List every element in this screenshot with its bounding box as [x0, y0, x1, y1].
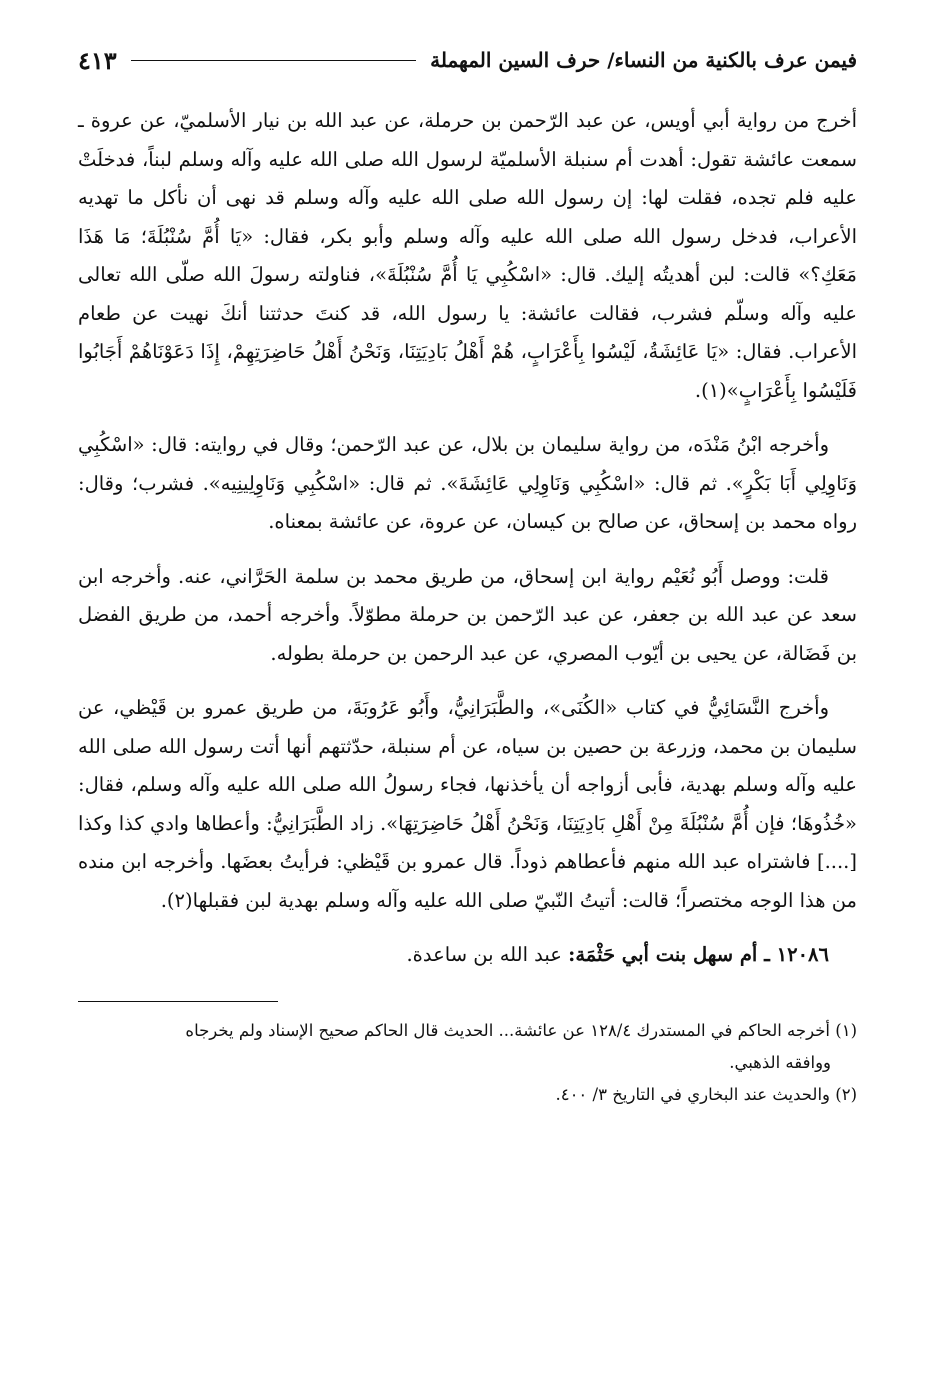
footnote-2: (٢) والحديث عند البخاري في التاريخ ٣/ ٤٠٠. — [555, 1084, 857, 1104]
paragraph-2: وأخرجه ابْنُ مَنْدَه، من رواية سليمان بن بلال، عن عبد الرّحمن؛ وقال في روايته: قال: «اسْكُبِي وَنَاوِلِي أَبَا بَكْرٍ». ثم قال: «اسْكُبِي وَنَاوِلِي عَائِشَةَ». ثم قال: «اسْكُبِي وَنَاوِلِينِيه». فشرب؛ وقال: رواه محمد بن إسحاق، عن صالح بن كيسان، عن عروة، عن عائشة بمعناه. — [78, 433, 857, 533]
main-text — [78, 102, 857, 975]
footnote-1: (١) أخرجه الحاكم في المستدرك ١٢٨/٤ عن عائشة... الحديث قال الحاكم صحيح الإسناد ولم يخرجاه — [185, 1020, 857, 1040]
page-number: ٤١٣ — [78, 45, 117, 75]
biography-entry — [78, 936, 857, 975]
footnotes — [78, 1016, 857, 1110]
footnote-separator — [78, 1001, 278, 1002]
entry-heading: ١٢٠٨٦ ـ أم سهل بنت أبي حَثْمَة: — [568, 943, 829, 966]
paragraph-4: وأخرج النَّسَائِيُّ في كتاب «الكُنَى»، والطَّبَرَانِيُّ، وأَبُو عَرُوبَةَ، من طريق عمرو بن قَيْظي، عن سليمان بن محمد، وزرعة بن حصين بن سياه، عن أم سنبلة، حدّثتهم أنها أتت رسول الله صلى الله عليه وآله وسلم بهدية، فأبى أزواجه أن يأخذنها، فجاء رسولُ الله صلى الله عليه وآله وسلم، فقال: «خُذُوهَا؛ فإن أُمَّ سُنْبُلَةَ مِنْ أَهْلِ بَادِيَتِنَا، وَنَحْنُ أَهْلُ حَاضِرَتِهَا». زاد الطَّبَرَانِيُّ: وأعطاها وادي كذا وكذا [....] فاشتراه عبد الله منهم فأعطاهم ذوداً. قال عمرو بن قَيْظي: فرأيتُ بعضَها. وأخرجه ابن منده من هذا الوجه مختصراً؛ قالت: أتيتُ النّبيّ صلى الله عليه وآله وسلم بهدية لبن فقبلها(٢). — [78, 696, 857, 912]
running-title: فيمن عرف بالكنية من النساء/ حرف السين المهملة — [430, 48, 857, 72]
footnote-1-continuation: ووافقه الذهبي. — [729, 1052, 831, 1072]
book-page — [78, 40, 857, 1384]
page-header — [78, 40, 857, 80]
paragraph-1: أخرج من رواية أبي أويس، عن عبد الرّحمن بن حرملة، عن عبد الله بن نيار الأسلميّ، عن عروة ـ سمعت عائشة تقول: أهدت أم سنبلة الأسلميّة لرسول الله صلى الله عليه وآله وسلم لبناً، فدخلَتْ عليه فلم تجده، فقلت لها: إن رسول الله صلى الله عليه وآله وسلم قد نهى أن نأكل ما تهديه الأعراب، فدخل رسول الله صلى الله عليه وآله وسلم وأبو بكر، فقال: «يَا أُمَّ سُنْبُلَةَ؛ مَا هَذَا مَعَكِ؟» قالت: لبن أهديتُه إليك. قال: «اسْكُبِي يَا أُمَّ سُنْبُلَةَ»، فناولته رسولَ الله صلّى الله تعالى عليه وآله وسلّم فشرب، فقالت عائشة: يا رسول الله، قد كنتَ حدثتنا أنكَ نهيت عن طعام الأعراب. فقال: «يَا عَائِشَةُ، لَيْسُوا بِأَعْرَابٍ، هُمْ أَهْلُ بَادِيَتِنَا، وَنَحْنُ أَهْلُ حَاضِرَتِهِمْ، إِذَا دَعَوْنَاهُمْ أَجَابُوا فَلَيْسُوا بِأَعْرَابٍ»(١). — [78, 109, 857, 402]
paragraph-3: قلت: ووصل أَبُو نُعَيْم رواية ابن إسحاق، من طريق محمد بن سلمة الحَرَّاني، عنه. وأخرجه ابن سعد عن عبد الله بن جعفر، عن عبد الرّحمن بن حرملة مطوّلاً. وأخرجه أحمد، من طريق الفضل بن فَضَالة، عن يحيى بن أيّوب المصري، عن عبد الرحمن بن حرملة بطوله. — [78, 564, 857, 665]
entry-text: عبد الله بن ساعدة. — [406, 943, 562, 966]
header-rule — [131, 60, 416, 61]
